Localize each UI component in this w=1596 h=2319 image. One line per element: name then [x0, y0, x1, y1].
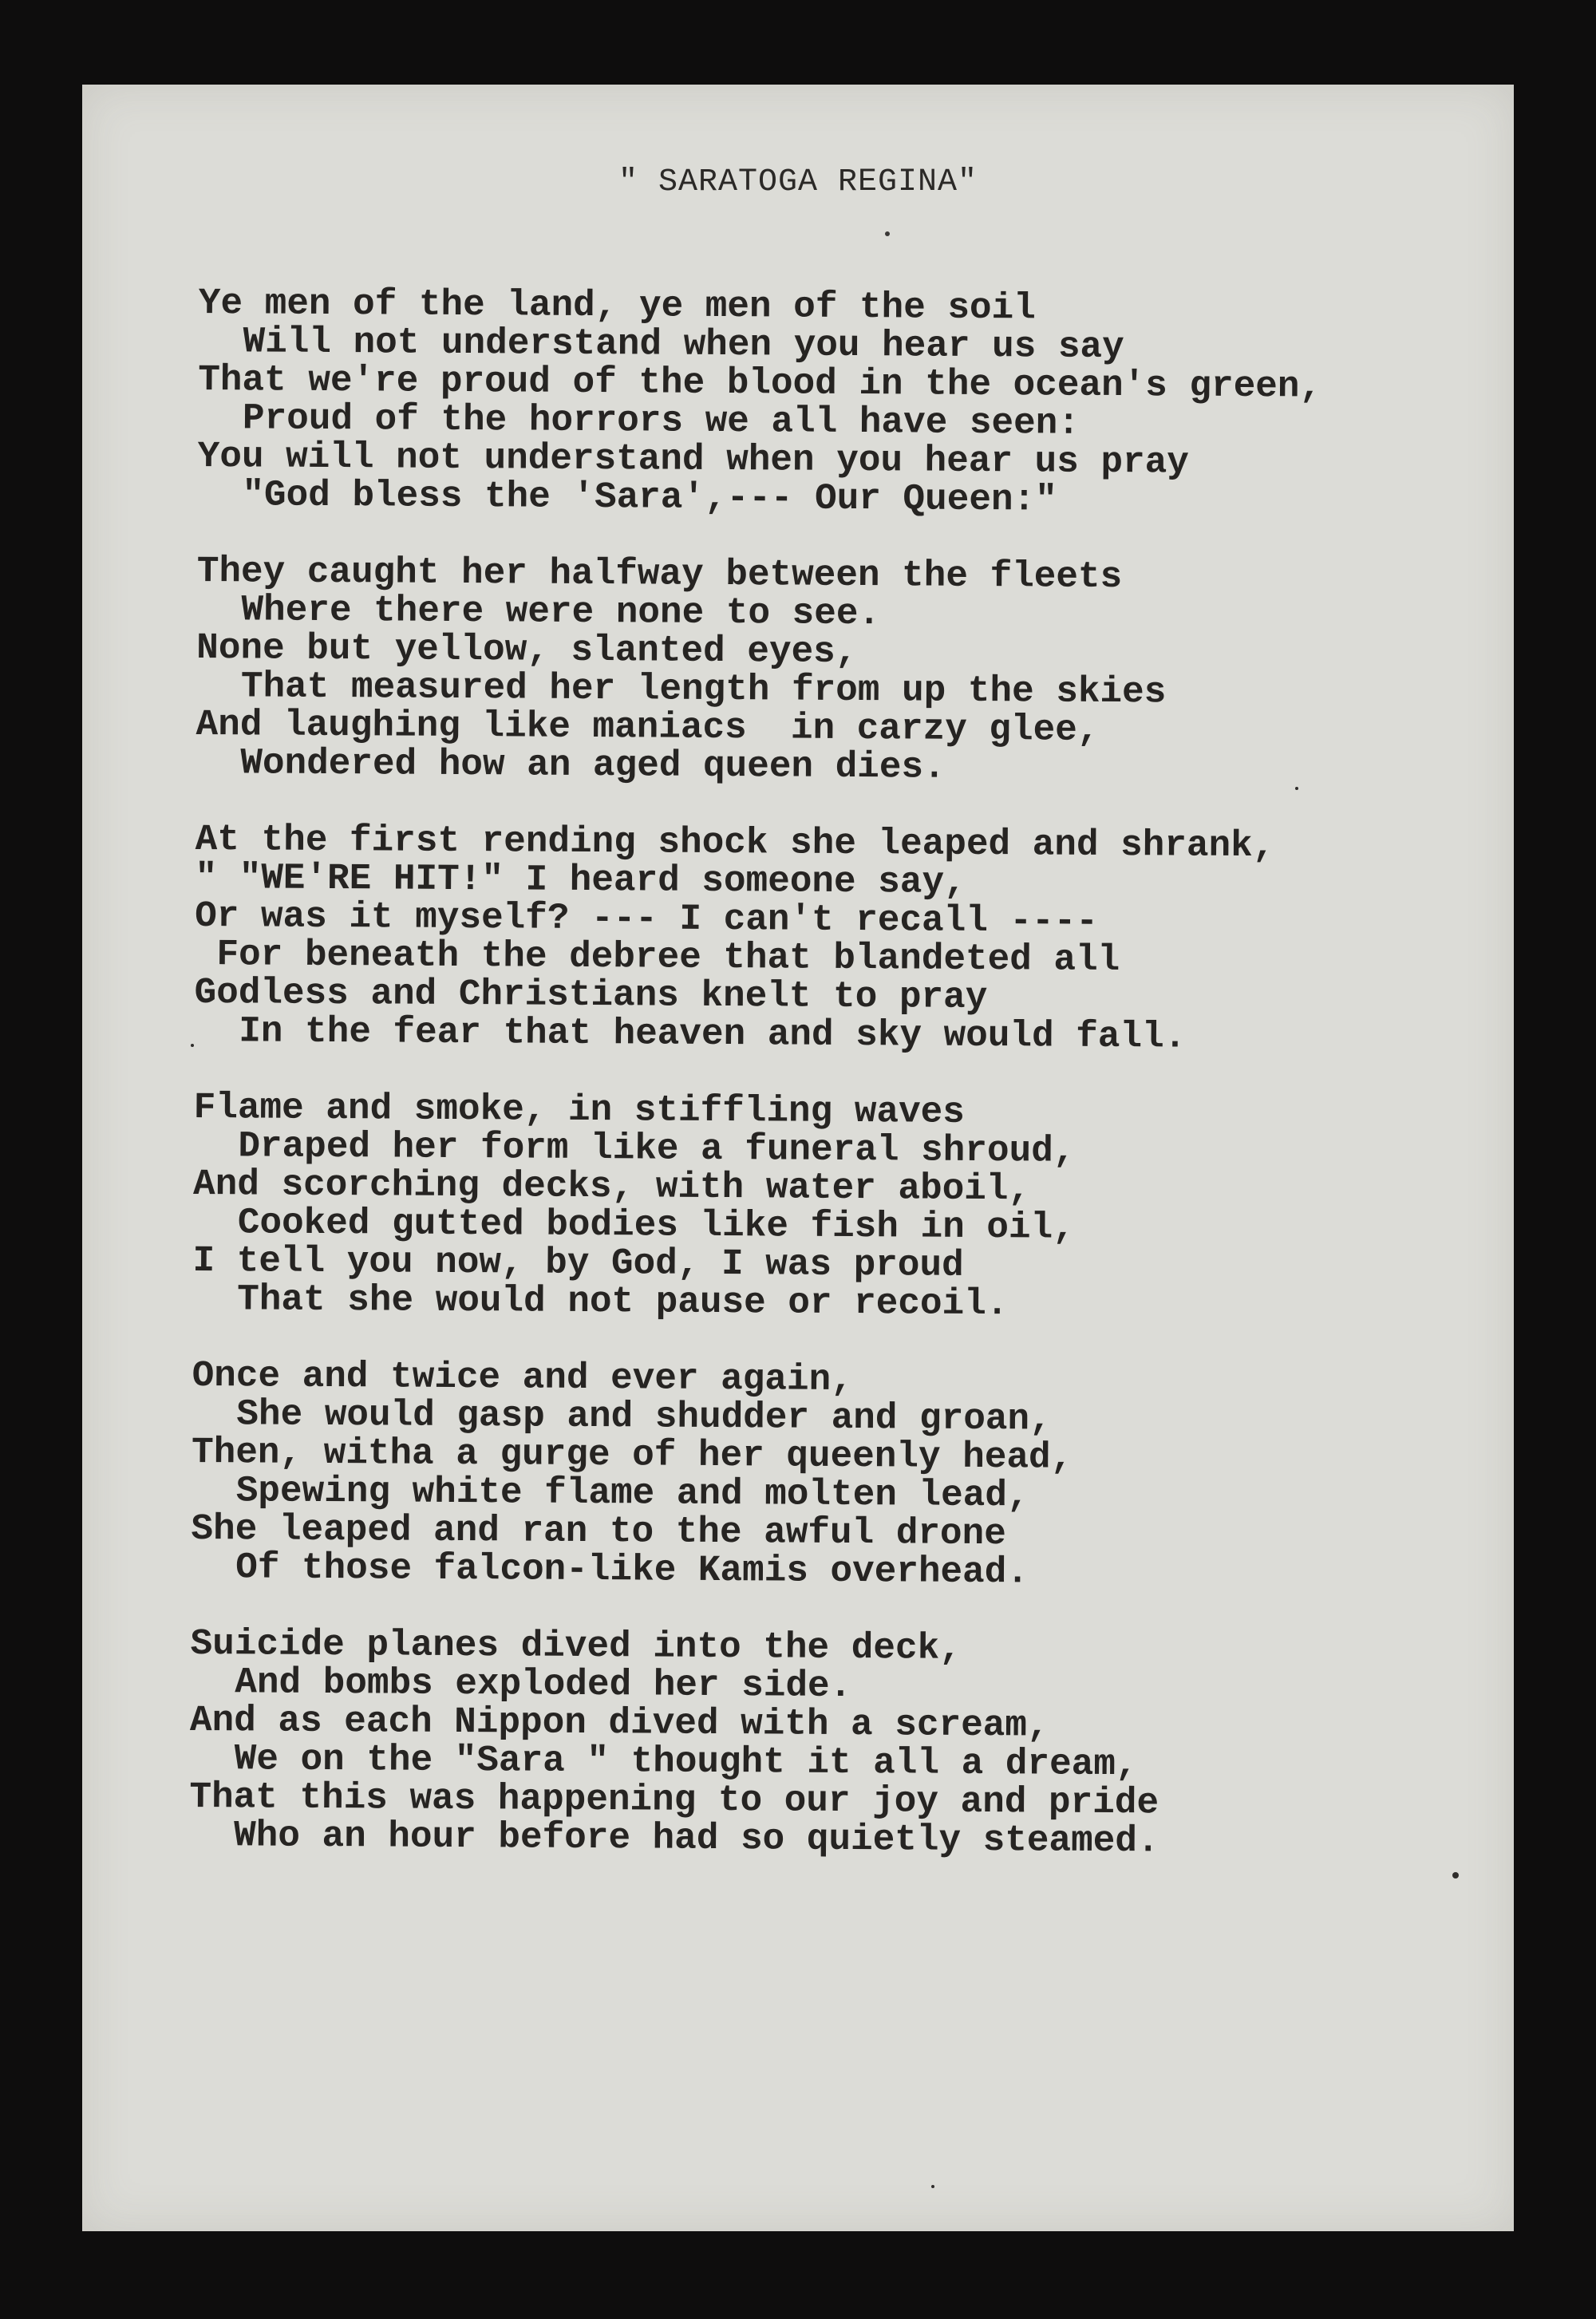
ink-speck: [931, 2185, 934, 2188]
poem-line: Of those falcon-like Kamis overhead.: [235, 1547, 1029, 1594]
poem-line: Who an hour before had so quietly steamed.: [233, 1815, 1159, 1863]
poem-line: In the fear that heaven and sky would fall.: [239, 1010, 1187, 1058]
poem-line: Wondered how an aged queen dies.: [240, 742, 946, 788]
title-ink-dot: [885, 231, 890, 236]
poem-line: For beneath the debree that blandeted all: [194, 933, 1120, 982]
poem-line: Cooked gutted bodies like fish in oil,: [237, 1202, 1075, 1249]
poem-line: She would gasp and shudder and groan,: [236, 1393, 1052, 1440]
poem-title: " SARATOGA REGINA": [618, 164, 978, 200]
poem-line: " "WE'RE HIT!" I heard someone say,: [195, 856, 966, 903]
poem-line: Godless and Christians knelt to pray: [194, 971, 988, 1019]
poem-line: Then, witha a gurge of her queenly head,: [191, 1431, 1073, 1479]
poem-line: At the first rending shock she leaped and shrank,: [195, 818, 1275, 867]
poem-line: Spewing white flame and molten lead,: [235, 1470, 1029, 1517]
poem-line: None but yellow, slanted eyes,: [196, 626, 858, 674]
poem-line: That she would not pause or recoil.: [237, 1278, 1009, 1325]
poem-line: And as each Nippon dived with a scream,: [189, 1699, 1049, 1747]
poem-line: Flame and smoke, in stiffling waves: [193, 1086, 966, 1133]
ink-speck: [191, 1044, 194, 1047]
poem-line: Proud of the horrors we all have seen:: [242, 397, 1080, 444]
poem-line: "God bless the 'Sara',--- Our Queen:": [242, 474, 1057, 521]
stanza: [196, 552, 1490, 790]
poem-line: Ye men of the land, ye men of the soil: [198, 282, 1036, 330]
poem-line: That we're proud of the blood in the ocean's green,: [198, 358, 1322, 408]
poem-line: Where there were none to see.: [241, 589, 881, 635]
poem-line: And laughing like maniacs in carzy glee,: [196, 703, 1100, 751]
stanza: [194, 820, 1488, 1058]
poem-line: We on the "Sara " thought it all a dream,: [234, 1738, 1138, 1786]
poem-line: She leaped and ran to the awful drone: [191, 1507, 1006, 1555]
poem-line: And scorching decks, with water aboil,: [192, 1163, 1031, 1211]
typewritten-page: [82, 85, 1514, 2231]
poem-body: [189, 284, 1491, 1901]
poem-line: Will not understand when you hear us say: [243, 321, 1124, 369]
poem-line: Draped her form like a funeral shroud,: [238, 1125, 1076, 1172]
poem-line: That measured her length from up the skies: [240, 666, 1167, 713]
stanza: [192, 1088, 1487, 1326]
stanza: [197, 284, 1491, 522]
ink-speck: [1452, 1872, 1459, 1879]
poem-line: Suicide planes dived into the deck,: [190, 1622, 962, 1669]
poem-line: Or was it myself? --- I can't recall ----: [195, 895, 1099, 942]
poem-line: And bombs exploded her side.: [235, 1661, 852, 1708]
poem-line: I tell you now, by God, I was proud: [192, 1239, 964, 1286]
poem-line: That this was happening to our joy and pride: [189, 1776, 1159, 1824]
stanza: [189, 1622, 1483, 1863]
ink-speck: [1295, 787, 1298, 790]
poem-line: They caught her halfway between the fleets: [196, 550, 1123, 599]
poem-line: Once and twice and ever again,: [192, 1354, 853, 1401]
poem-line: You will not understand when you hear us pray: [197, 435, 1190, 484]
stanza: [191, 1354, 1485, 1594]
